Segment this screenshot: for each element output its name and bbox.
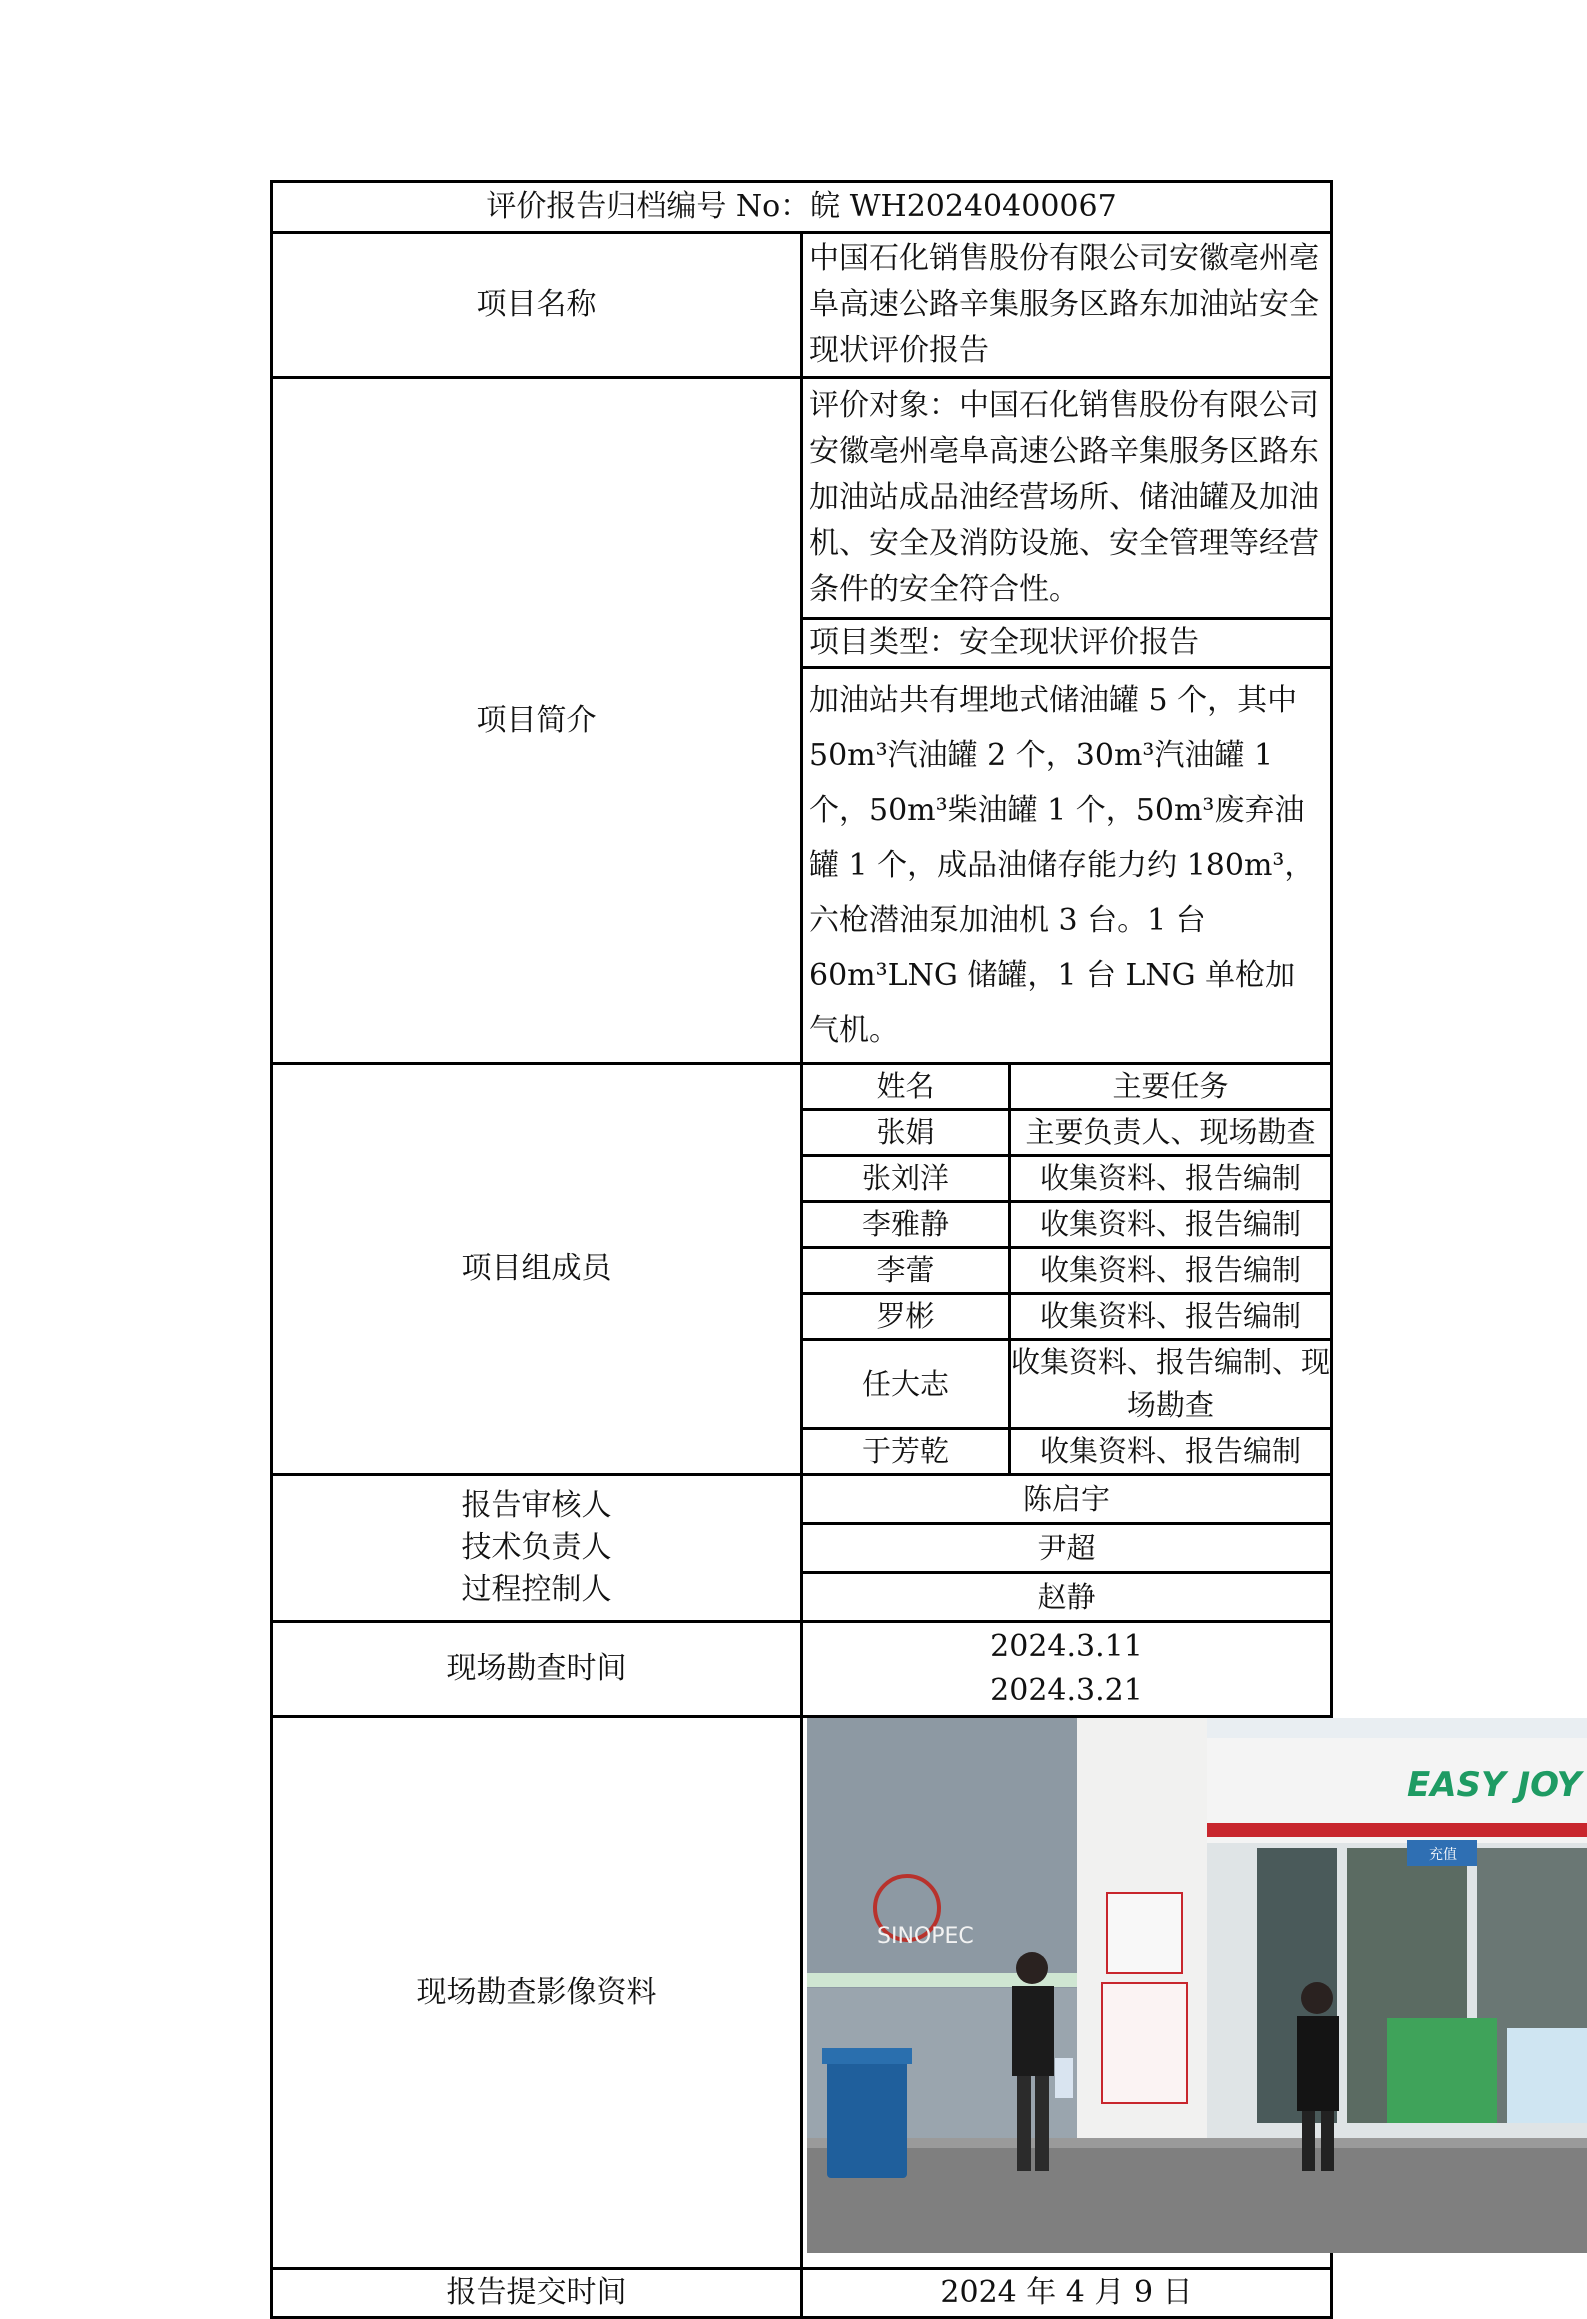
archive-number: 评价报告归档编号 No：皖 WH20240400067 xyxy=(272,182,1332,233)
easy-joy-sign: EASY JOY xyxy=(1407,1765,1582,1805)
tech-lead-label: 技术负责人 xyxy=(461,1530,612,1565)
tech-lead-name: 尹超 xyxy=(803,1525,1330,1574)
member-task: 收集资料、报告编制 xyxy=(1010,1294,1331,1340)
member-task: 收集资料、报告编制 xyxy=(1010,1248,1331,1294)
survey-photo-cell xyxy=(802,1717,1582,2269)
survey-date-1: 2024.3.11 xyxy=(990,1629,1143,1664)
site-survey-photo xyxy=(807,1718,1587,2253)
table-row xyxy=(803,1248,1330,1294)
project-intro-cell xyxy=(802,378,1332,1064)
member-task: 主要负责人、现场勘查 xyxy=(1010,1110,1331,1156)
table-row xyxy=(803,1156,1330,1202)
member-name: 李雅静 xyxy=(803,1202,1010,1248)
members-label: 项目组成员 xyxy=(272,1064,802,1475)
project-name-label: 项目名称 xyxy=(272,233,802,378)
survey-date-2: 2024.3.21 xyxy=(990,1673,1143,1708)
member-name: 于芳乾 xyxy=(803,1429,1010,1474)
roles-label xyxy=(272,1475,802,1622)
member-name: 张娟 xyxy=(803,1110,1010,1156)
member-name: 任大志 xyxy=(803,1340,1010,1429)
members-header-row xyxy=(803,1065,1330,1110)
survey-dates xyxy=(802,1622,1332,1717)
process-control-name: 赵静 xyxy=(1037,1580,1096,1614)
member-name: 罗彬 xyxy=(803,1294,1010,1340)
submit-time-value: 2024 年 4 月 9 日 xyxy=(802,2269,1332,2318)
table-row xyxy=(803,1294,1330,1340)
member-task: 收集资料、报告编制、现场勘查 xyxy=(1010,1340,1331,1429)
recharge-sign: 充值 xyxy=(1429,1847,1457,1863)
roles-values xyxy=(802,1475,1332,1622)
table-row xyxy=(803,1110,1330,1156)
survey-time-label: 现场勘查时间 xyxy=(272,1622,802,1717)
project-description: 加油站共有埋地式储油罐 5 个，其中 50m³汽油罐 2 个，30m³汽油罐 1 个，50m³柴油罐 1 个，50m³废弃油罐 1 个，成品油储存能力约 180m³，六枪潜油泵加油机 3 台。1 台 60m³LNG 储罐，1 台 LNG 单枪加气机。 xyxy=(809,683,1315,1048)
member-task: 收集资料、报告编制 xyxy=(1010,1202,1331,1248)
process-control-label: 过程控制人 xyxy=(461,1572,612,1607)
member-name: 张刘洋 xyxy=(803,1156,1010,1202)
col-task-header: 主要任务 xyxy=(1010,1065,1331,1110)
sinopec-logo: SINOPEC xyxy=(877,1924,974,1949)
member-task: 收集资料、报告编制 xyxy=(1010,1156,1331,1202)
col-name-header: 姓名 xyxy=(803,1065,1010,1110)
project-intro-label: 项目简介 xyxy=(272,378,802,1064)
reviewer-label: 报告审核人 xyxy=(461,1488,612,1523)
reviewer-name: 陈启宇 xyxy=(803,1476,1330,1525)
survey-images-label: 现场勘查影像资料 xyxy=(272,1717,802,2269)
members-cell xyxy=(802,1064,1332,1475)
table-row xyxy=(803,1340,1330,1429)
table-row xyxy=(803,1429,1330,1474)
members-table xyxy=(803,1065,1330,1473)
project-type: 项目类型：安全现状评价报告 xyxy=(803,617,1330,669)
member-name: 李蕾 xyxy=(803,1248,1010,1294)
member-task: 收集资料、报告编制 xyxy=(1039,1434,1301,1468)
table-row xyxy=(803,1202,1330,1248)
evaluation-object: 评价对象：中国石化销售股份有限公司安徽亳州亳阜高速公路辛集服务区路东加油站成品油经营场所、储油罐及加油机、安全及消防设施、安全管理等经营条件的安全符合性。 xyxy=(809,388,1319,607)
project-name-value: 中国石化销售股份有限公司安徽亳州亳阜高速公路辛集服务区路东加油站安全现状评价报告 xyxy=(802,233,1332,378)
archive-table xyxy=(270,180,1582,2319)
submit-time-label: 报告提交时间 xyxy=(272,2269,802,2318)
